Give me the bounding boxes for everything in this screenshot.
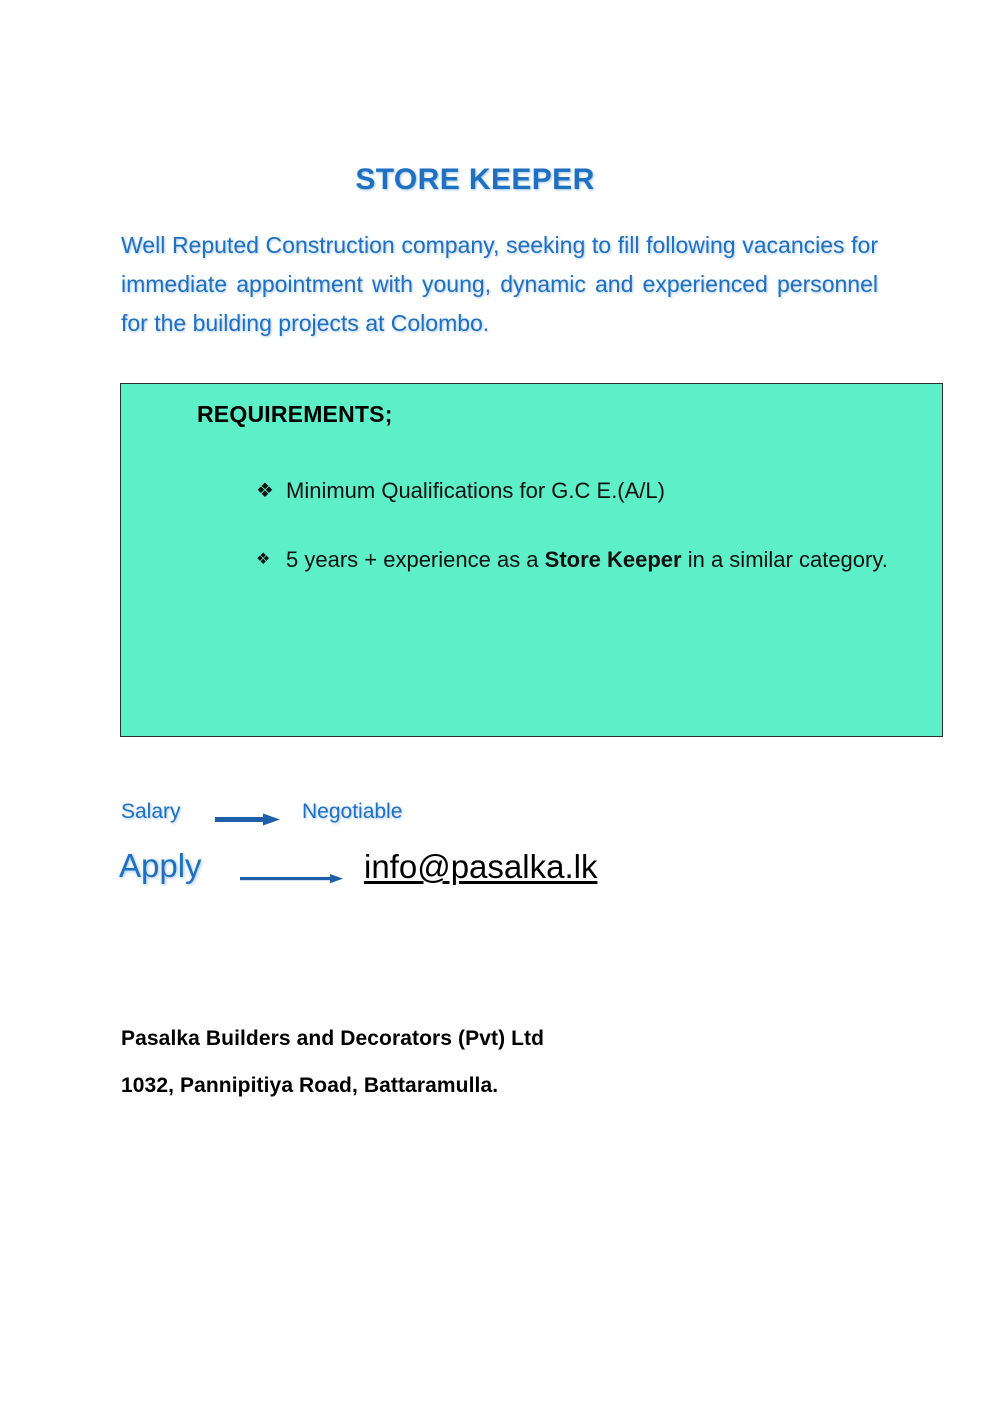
diamond-bullet-icon: ❖ — [256, 551, 271, 568]
page-title: STORE KEEPER — [355, 163, 595, 196]
requirements-heading: REQUIREMENTS; — [197, 401, 393, 427]
footer-address: 1032, Pannipitiya Road, Battaramulla. — [121, 1074, 499, 1097]
diamond-bullet-icon: ❖ — [256, 480, 274, 502]
apply-email-link[interactable]: info@pasalka.lk — [364, 848, 598, 885]
apply-label: Apply — [119, 847, 202, 884]
footer-block — [121, 1015, 821, 1109]
salary-label: Salary — [121, 800, 181, 823]
requirement-text-tail: in a similar category. — [681, 547, 888, 572]
arrow-right-icon — [240, 872, 344, 890]
requirement-text-lead: 5 years + experience as a — [286, 547, 545, 572]
salary-value: Negotiable — [302, 800, 403, 823]
requirement-text-emphasis: Store Keeper — [544, 547, 682, 572]
salary-row — [121, 800, 621, 832]
requirement-text: Minimum Qualifications for G.C E.(A/L) — [286, 478, 665, 503]
intro-paragraph: Well Reputed Construction company, seeking to fill following vacancies for immediate appointment with young, dynamic and experienced personnel for the building projects at Colombo. — [121, 232, 878, 336]
apply-row — [119, 847, 819, 895]
list-item — [256, 474, 916, 508]
requirements-box — [120, 383, 943, 737]
footer-company-name: Pasalka Builders and Decorators (Pvt) Ltd — [121, 1027, 545, 1050]
requirement-text — [286, 547, 888, 572]
arrow-right-icon — [215, 813, 281, 832]
requirements-list — [256, 474, 916, 612]
list-item — [256, 543, 916, 577]
